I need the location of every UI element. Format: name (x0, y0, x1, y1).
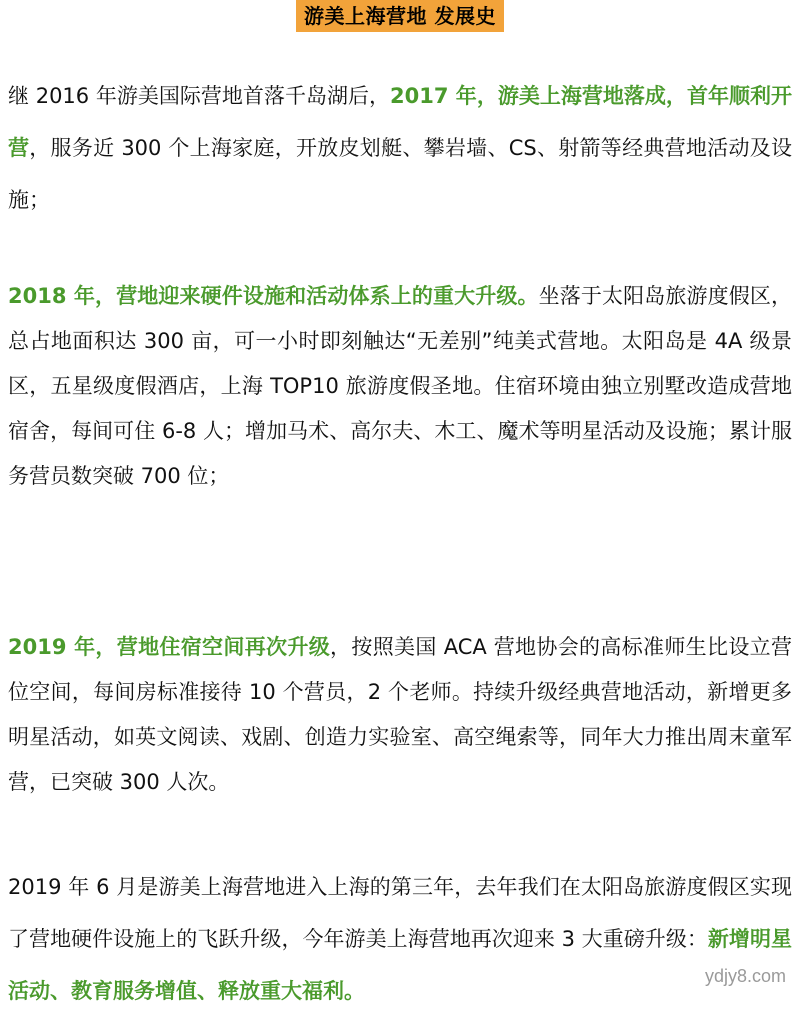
highlight-text: 2019 年，营地住宿空间再次升级 (8, 635, 331, 659)
watermark: ydjy8.com (704, 966, 786, 986)
paragraph-text: ，按照美国 ACA 营地协会的高标准师生比设立营位空间，每间房标准接待 10 个营员，2 个老师。持续升级经典营地活动，新增更多明星活动，如英文阅读、戏剧、创造力实验室、高空绳索等，同年大力推出周末童军营，已突破 300 人次。 (8, 635, 793, 794)
title-bar (0, 0, 800, 32)
paragraph-2019 (8, 625, 792, 805)
paragraph-text: 2019 年 6 月是游美上海营地进入上海的第三年，去年我们在太阳岛旅游度假区实现了营地硬件设施上的飞跃升级，今年游美上海营地再次迎来 3 大重磅升级： (8, 875, 792, 951)
paragraph-text: 继 2016 年游美国际营地首落千岛湖后， (8, 84, 391, 108)
paragraph-text: ，服务近 300 个上海家庭，开放皮划艇、攀岩墙、CS、射箭等经典营地活动及设施； (8, 136, 792, 212)
highlight-text: 2018 年，营地迎来硬件设施和活动体系上的重大升级。 (8, 284, 539, 308)
paragraph-2017 (8, 70, 792, 226)
paragraph-text: 坐落于太阳岛旅游度假区，总占地面积达 300 亩，可一小时即刻触达“无差别”纯美式营地。太阳岛是 4A 级景区，五星级度假酒店，上海 TOP10 旅游度假圣地。住宿环境由独立别墅改造成营地宿舍，每间可住 6-8 人；增加马术、高尔夫、木工、魔术等明星活动及设施；累计服务营员数突破 700 位； (8, 284, 792, 488)
paragraph-2018 (8, 274, 792, 499)
highlight-text: 2017 年，游美上海营地落成，首年顺利开营 (8, 84, 793, 160)
page-title: 游美上海营地 发展史 (296, 0, 504, 32)
paragraph-2019-june (8, 861, 792, 1017)
highlight-text: 新增明星活动、教育服务增值、释放重大福利。 (8, 927, 792, 1003)
